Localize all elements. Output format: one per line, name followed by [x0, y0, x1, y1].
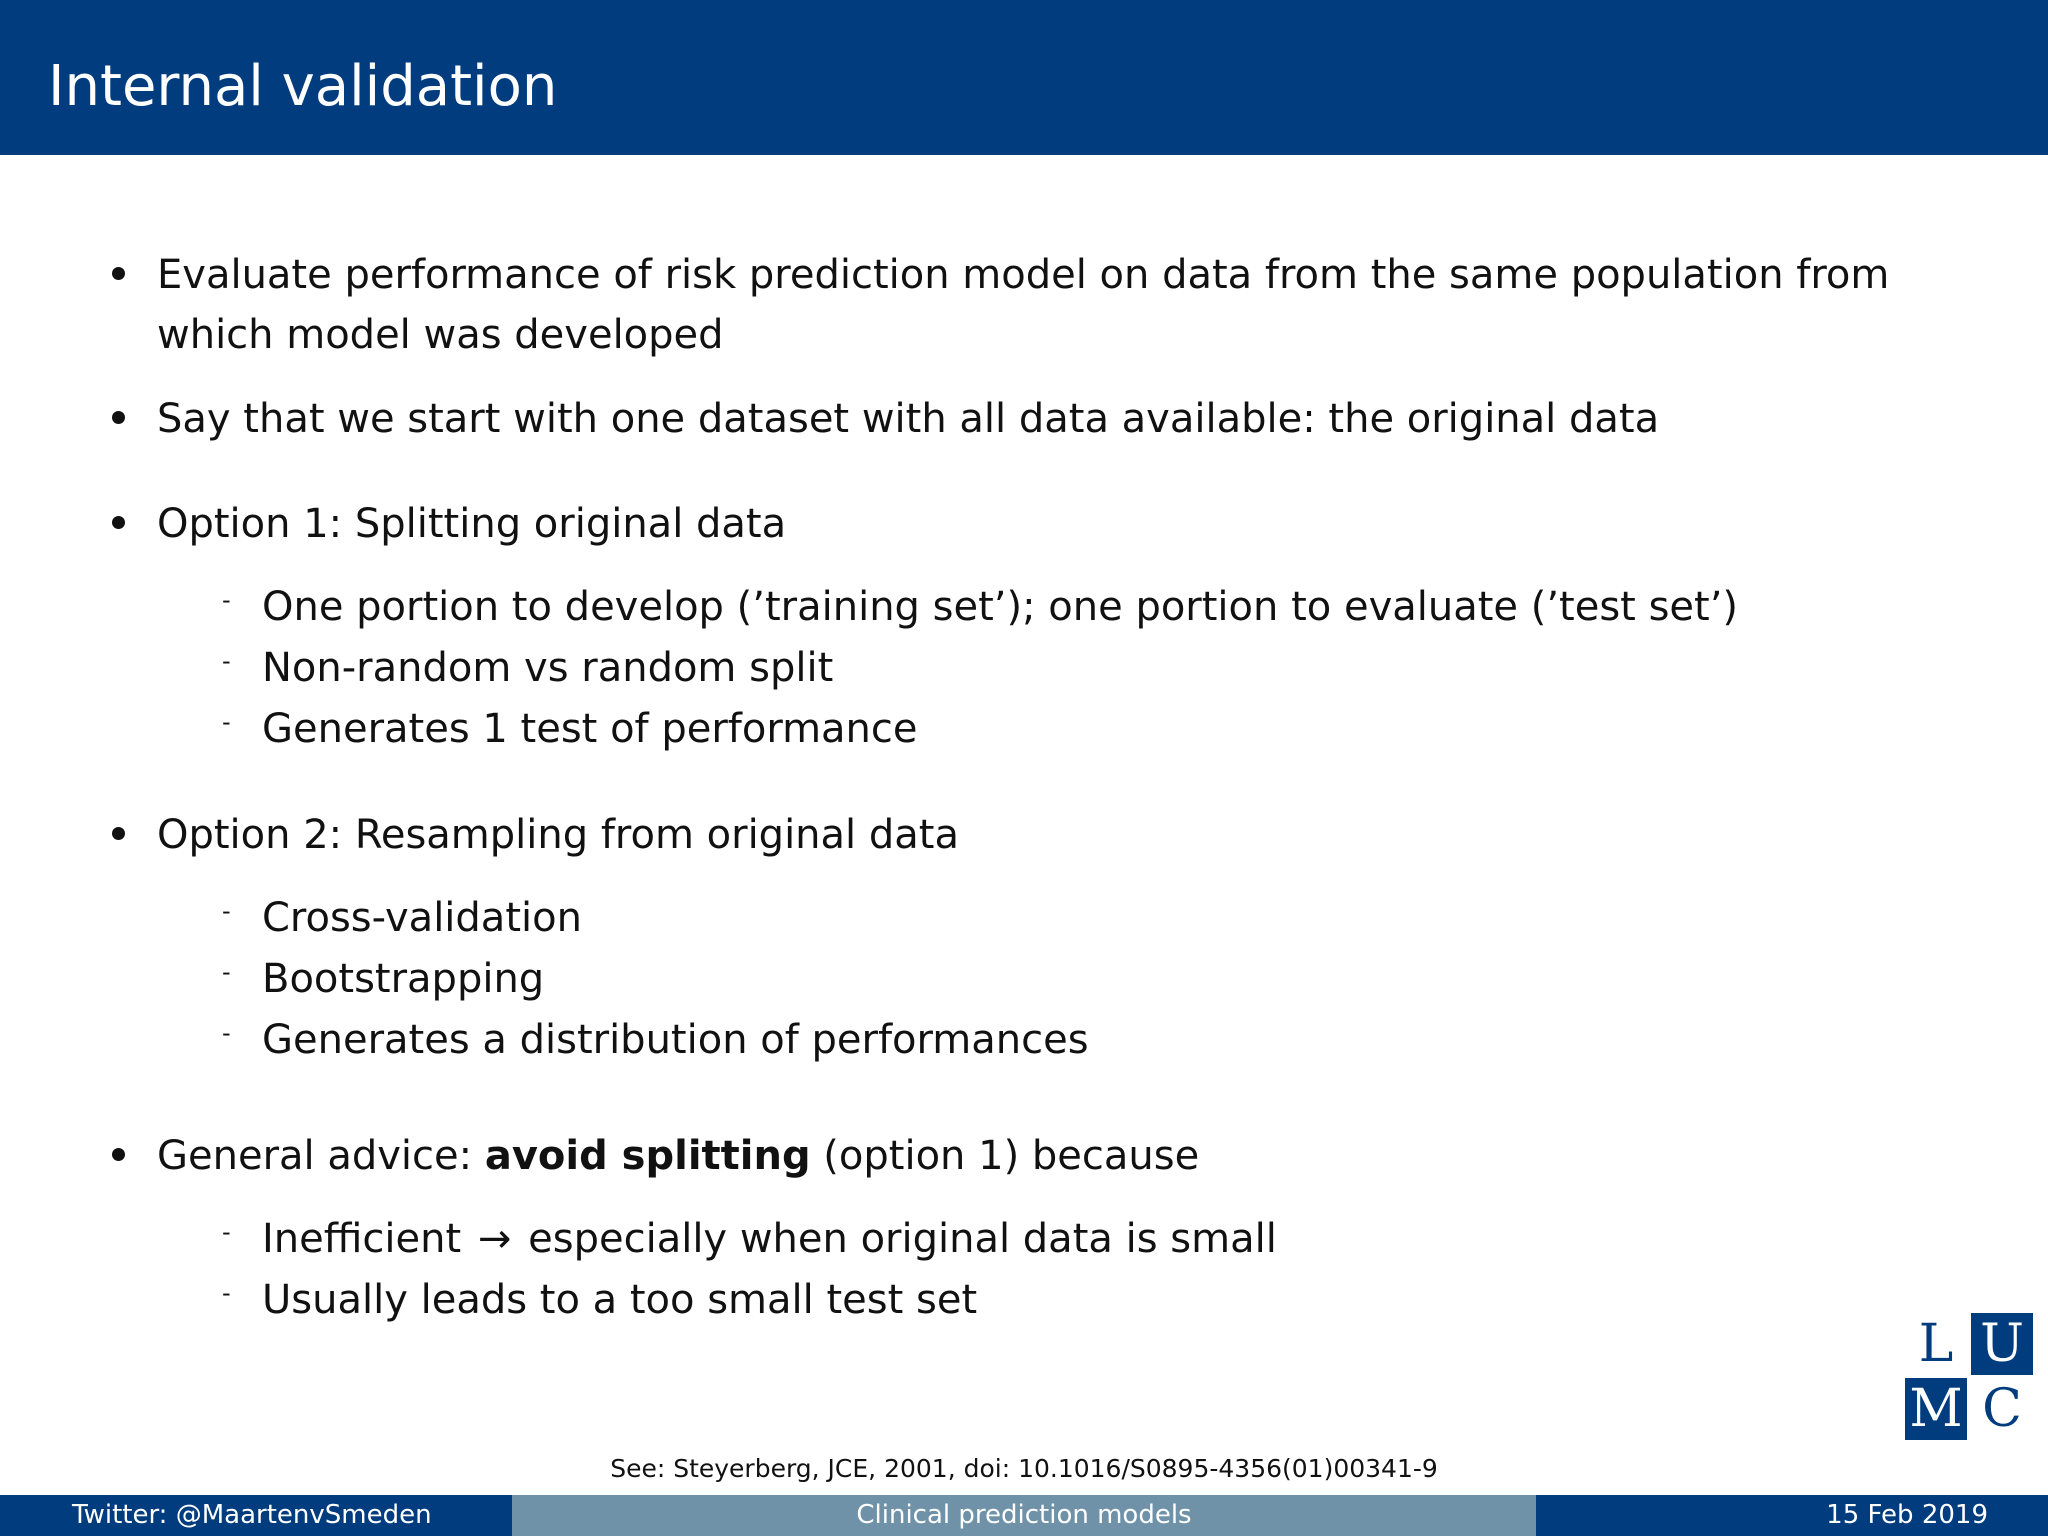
sub-bullet-dash-icon: - [222, 1279, 231, 1307]
reference-citation: See: Steyerberg, JCE, 2001, doi: 10.1016/S0895-4356(01)00341-9 [610, 1454, 1438, 1483]
sub-bullet-text: Usually leads to a too small test set [262, 1277, 978, 1323]
logo-letter-c: C [1971, 1378, 2033, 1440]
sub-bullet-dash-icon: - [222, 897, 231, 925]
sub-bullet-text: Cross-validation [262, 895, 582, 941]
bullet-text [157, 1131, 1199, 1181]
bullet-text-prefix: General advice: [157, 1133, 485, 1179]
bullet-text: Option 2: Resampling from original data [157, 812, 959, 858]
logo-letter-m: M [1905, 1378, 1967, 1440]
bullet-text: Evaluate performance of risk prediction model on data from the same population from [157, 252, 1890, 298]
sub-bullet-dash-icon: - [222, 586, 231, 614]
logo-letter-u: U [1971, 1313, 2033, 1375]
bullet-text: Option 1: Splitting original data [157, 501, 787, 547]
sub-bullet-dash-icon: - [222, 708, 231, 736]
bullet-icon [112, 516, 125, 529]
bullet-icon [112, 1148, 125, 1161]
bullet-text: which model was developed [157, 312, 724, 358]
sub-bullet-text-after: especially when original data is small [528, 1216, 1277, 1262]
slide-footer [0, 1495, 2048, 1536]
lumc-logo [1905, 1313, 2033, 1440]
slide-title: Internal validation [48, 54, 558, 119]
sub-bullet-text-before: Inefficient [262, 1216, 462, 1262]
bullet-text: Say that we start with one dataset with all data available: the original data [157, 396, 1660, 442]
sub-bullet-text: Generates 1 test of performance [262, 706, 918, 752]
bullet-icon [112, 267, 125, 280]
sub-bullet-text: Bootstrapping [262, 956, 545, 1002]
footer-date: 15 Feb 2019 [1536, 1495, 2048, 1536]
sub-bullet-dash-icon: - [222, 1218, 231, 1246]
right-arrow-icon: → [477, 1216, 512, 1262]
bullet-text-suffix: (option 1) because [810, 1133, 1200, 1179]
sub-bullet-dash-icon: - [222, 958, 231, 986]
slide-header [0, 0, 2048, 155]
sub-bullet-dash-icon: - [222, 1019, 231, 1047]
logo-letter-l: L [1905, 1313, 1967, 1375]
sub-bullet-text: Non-random vs random split [262, 645, 834, 691]
bullet-text-emphasis: avoid splitting [484, 1133, 811, 1179]
sub-bullet-dash-icon: - [222, 647, 231, 675]
bullet-icon [112, 827, 125, 840]
sub-bullet-text: Generates a distribution of performances [262, 1017, 1089, 1063]
sub-bullet-text [262, 1214, 1277, 1264]
footer-twitter: Twitter: @MaartenvSmeden [0, 1495, 512, 1536]
bullet-icon [112, 411, 125, 424]
footer-presentation-title: Clinical prediction models [512, 1495, 1536, 1536]
sub-bullet-text: One portion to develop (’training set’); one portion to evaluate (’test set’) [262, 584, 1739, 630]
